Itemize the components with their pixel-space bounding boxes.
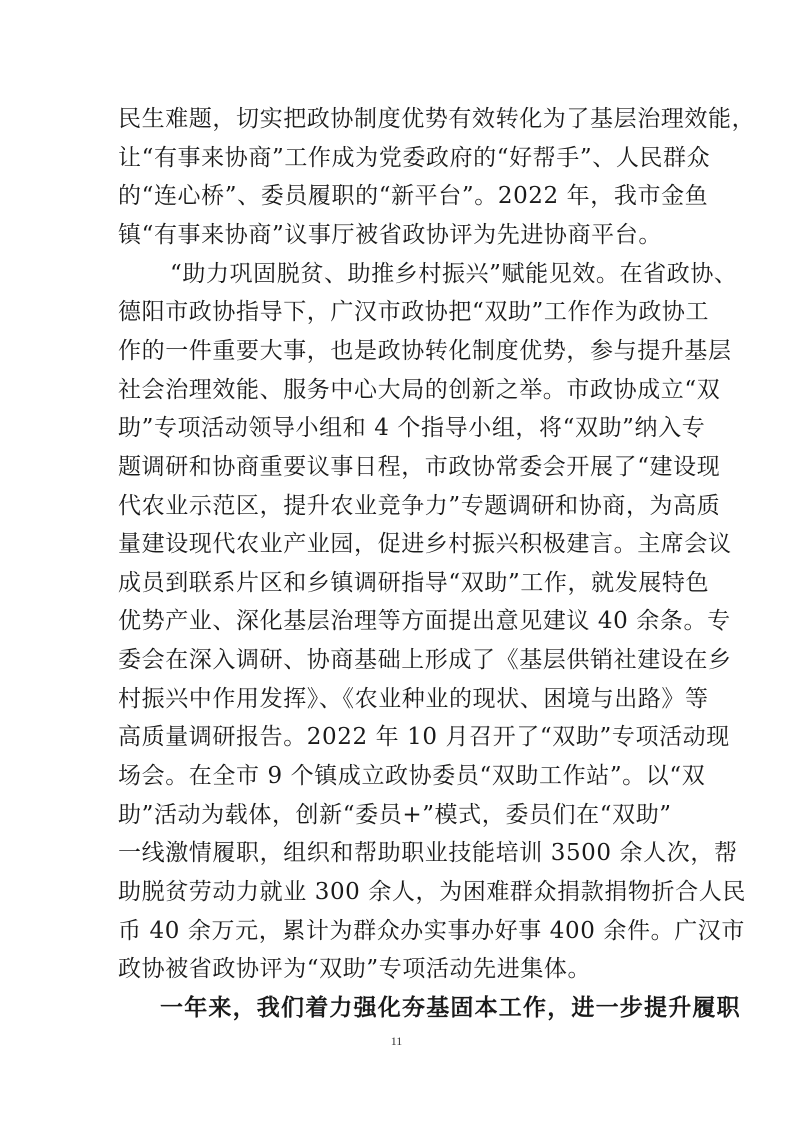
text-line-19: 助”活动为载体，创新“委员+”模式，委员们在“双助”	[118, 802, 672, 828]
text-line-21: 助脱贫劳动力就业 300 余人，为困难群众捐款捐物折合人民	[118, 879, 746, 905]
text-line-13: 成员到联系片区和乡镇调研指导“双助”工作，就发展特色	[118, 570, 710, 596]
text-line-8: 社会治理效能、服务中心大局的创新之举。市政协成立“双	[118, 377, 721, 403]
text-line-1: 民生难题，切实把政协制度优势有效转化为了基层治理效能，	[118, 106, 756, 132]
text-line-5: “助力巩固脱贫、助推乡村振兴”赋能见效。在省政协、	[170, 261, 738, 287]
text-line-2: 让“有事来协商”工作成为党委政府的“好帮手”、人民群众	[118, 145, 711, 171]
text-line-22: 币 40 余万元，累计为群众办实事办好事 400 余件。广汉市	[118, 918, 746, 944]
text-line-3: 的“连心桥”、委员履职的“新平台”。2022 年，我市金鱼	[118, 183, 709, 209]
text-line-23: 政协被省政协评为“双助”专项活动先进集体。	[118, 956, 592, 982]
text-line-9: 助”专项活动领导小组和 4 个指导小组，将“双助”纳入专	[118, 415, 706, 441]
text-line-14: 优势产业、深化基层治理等方面提出意见建议 40 余条。专	[118, 608, 731, 634]
text-line-11: 代农业示范区，提升农业竞争力”专题调研和协商，为高质	[118, 493, 721, 519]
text-line-17: 高质量调研报告。2022 年 10 月召开了“双助”专项活动现	[118, 724, 730, 750]
text-line-6: 德阳市政协指导下，广汉市政协把“双助”工作作为政协工	[118, 299, 710, 325]
text-line-16: 村振兴中作用发挥》、《农业种业的现状、困境与出路》等	[118, 686, 709, 712]
page-number: 11	[390, 1034, 403, 1048]
text-line-12: 量建设现代农业产业园，促进乡村振兴积极建言。主席会议	[118, 531, 732, 557]
text-line-10: 题调研和协商重要议事日程，市政协常委会开展了“建设现	[118, 454, 721, 480]
text-line-4: 镇“有事来协商”议事厅被省政协评为先进协商平台。	[118, 222, 662, 248]
text-line-15: 委会在深入调研、协商基础上形成了《基层供销社建设在乡	[118, 647, 732, 673]
text-line-7: 作的一件重要大事，也是政协转化制度优势，参与提升基层	[118, 338, 732, 364]
text-line-20: 一线激情履职，组织和帮助职业技能培训 3500 余人次，帮	[118, 840, 738, 866]
text-line-18: 场会。在全市 9 个镇成立政协委员“双助工作站”。以“双	[118, 763, 706, 789]
text-line-24-bold: 一年来，我们着力强化夯基固本工作，进一步提升履职	[160, 994, 741, 1021]
